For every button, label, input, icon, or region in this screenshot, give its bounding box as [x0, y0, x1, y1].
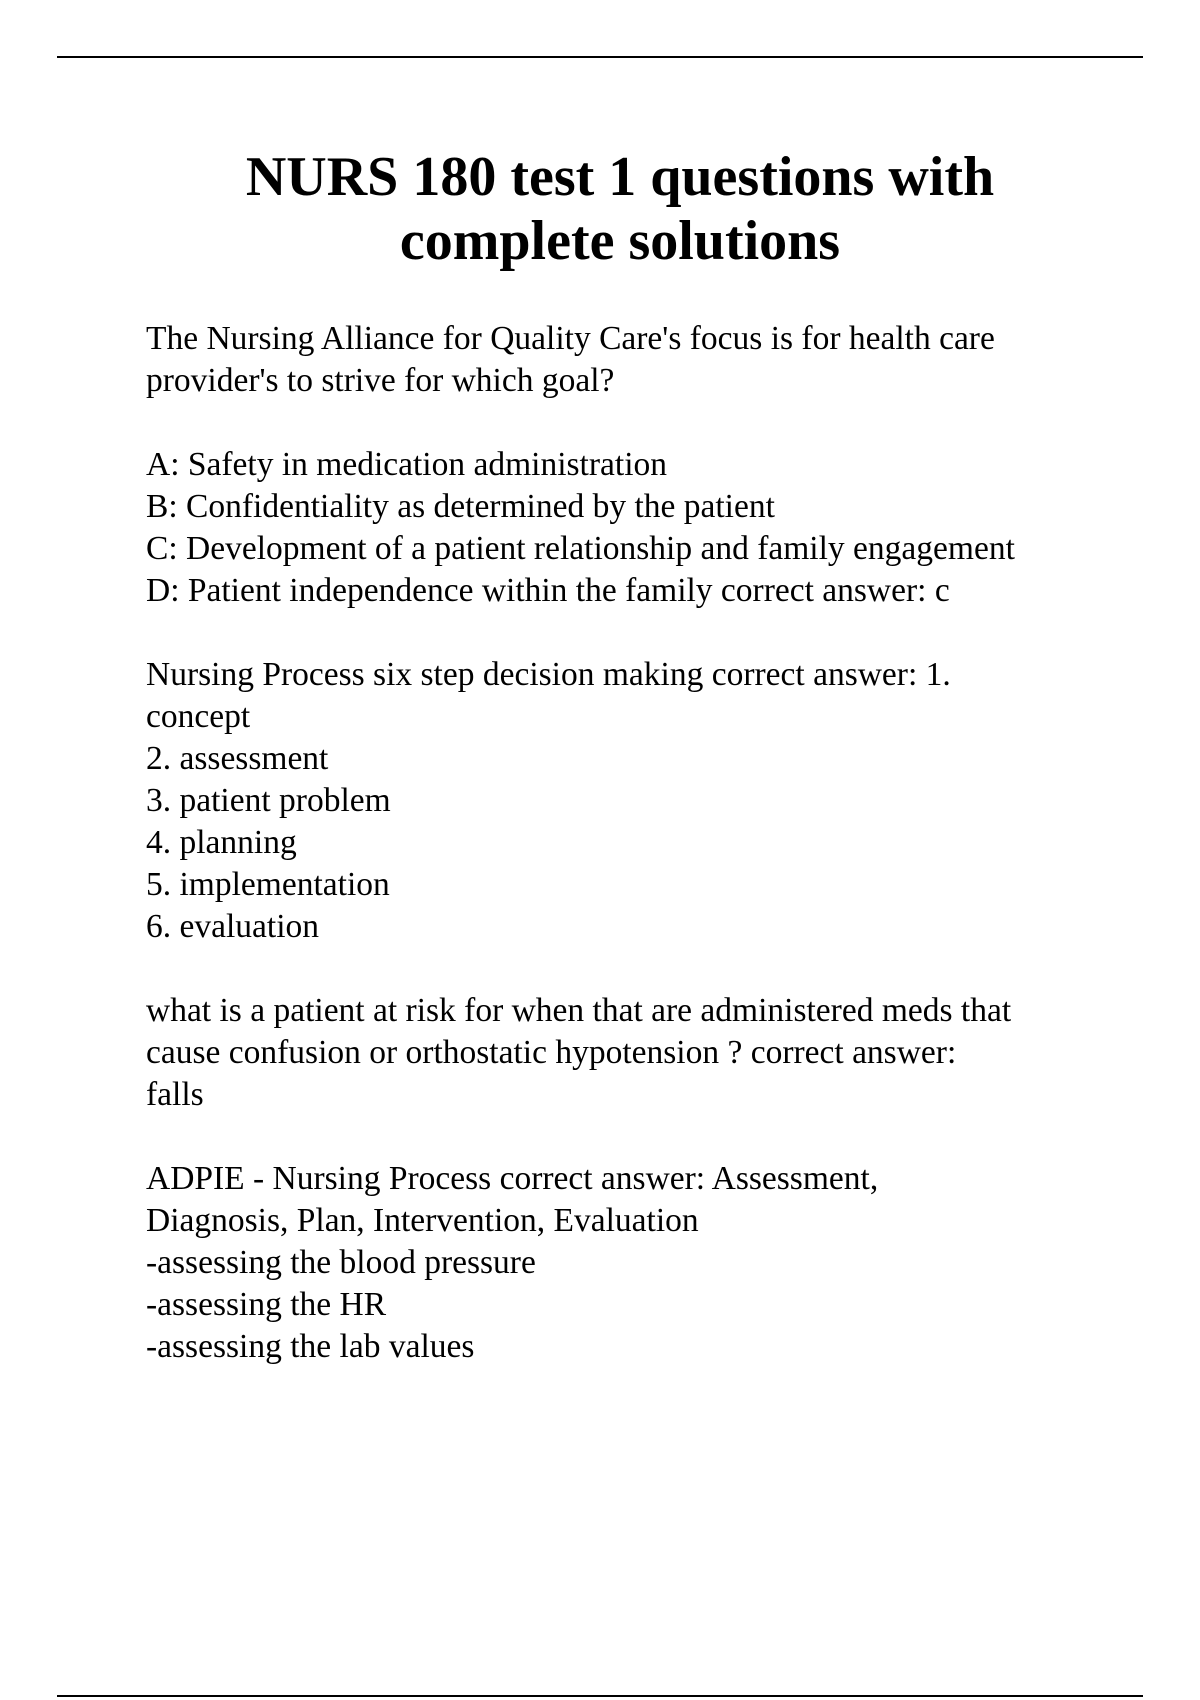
text-line: provider's to strive for which goal?: [146, 362, 615, 399]
list-item: 5. implementation: [146, 866, 390, 903]
list-item: 3. patient problem: [146, 782, 391, 819]
document-title: [0, 145, 1200, 273]
question-4: [146, 1158, 1156, 1368]
question-1-options: [146, 444, 1156, 612]
list-item: -assessing the blood pressure: [146, 1244, 536, 1281]
text-line: Nursing Process six step decision making correct answer: 1.: [146, 656, 951, 693]
text-line: falls: [146, 1076, 204, 1113]
text-line: concept: [146, 698, 251, 735]
list-item: 6. evaluation: [146, 908, 320, 945]
list-item: 2. assessment: [146, 740, 329, 777]
document-body: [146, 318, 1156, 1368]
question-2: [146, 654, 1156, 948]
bottom-divider: [57, 1695, 1143, 1697]
option-c: C: Development of a patient relationship and family engagement: [146, 530, 1015, 567]
list-item: -assessing the lab values: [146, 1328, 475, 1365]
title-line: complete solutions: [399, 210, 841, 272]
paragraph-gap: [146, 612, 1156, 654]
list-item: -assessing the HR: [146, 1286, 387, 1323]
paragraph-gap: [146, 948, 1156, 990]
text-line: ADPIE - Nursing Process correct answer: Assessment,: [146, 1160, 879, 1197]
paragraph-gap: [146, 1116, 1156, 1158]
top-divider: [57, 56, 1143, 58]
option-b: B: Confidentiality as determined by the patient: [146, 488, 775, 525]
option-d: D: Patient independence within the family correct answer: c: [146, 572, 950, 609]
list-item: 4. planning: [146, 824, 297, 861]
paragraph-gap: [146, 402, 1156, 444]
text-line: cause confusion or orthostatic hypotension ? correct answer:: [146, 1034, 957, 1071]
title-line: NURS 180 test 1 questions with: [245, 146, 995, 208]
option-a: A: Safety in medication administration: [146, 446, 668, 483]
question-3: [146, 990, 1156, 1116]
text-line: The Nursing Alliance for Quality Care's focus is for health care: [146, 320, 995, 357]
text-line: what is a patient at risk for when that are administered meds that: [146, 992, 1012, 1029]
text-line: Diagnosis, Plan, Intervention, Evaluation: [146, 1202, 699, 1239]
question-1-prompt: [146, 318, 1156, 402]
